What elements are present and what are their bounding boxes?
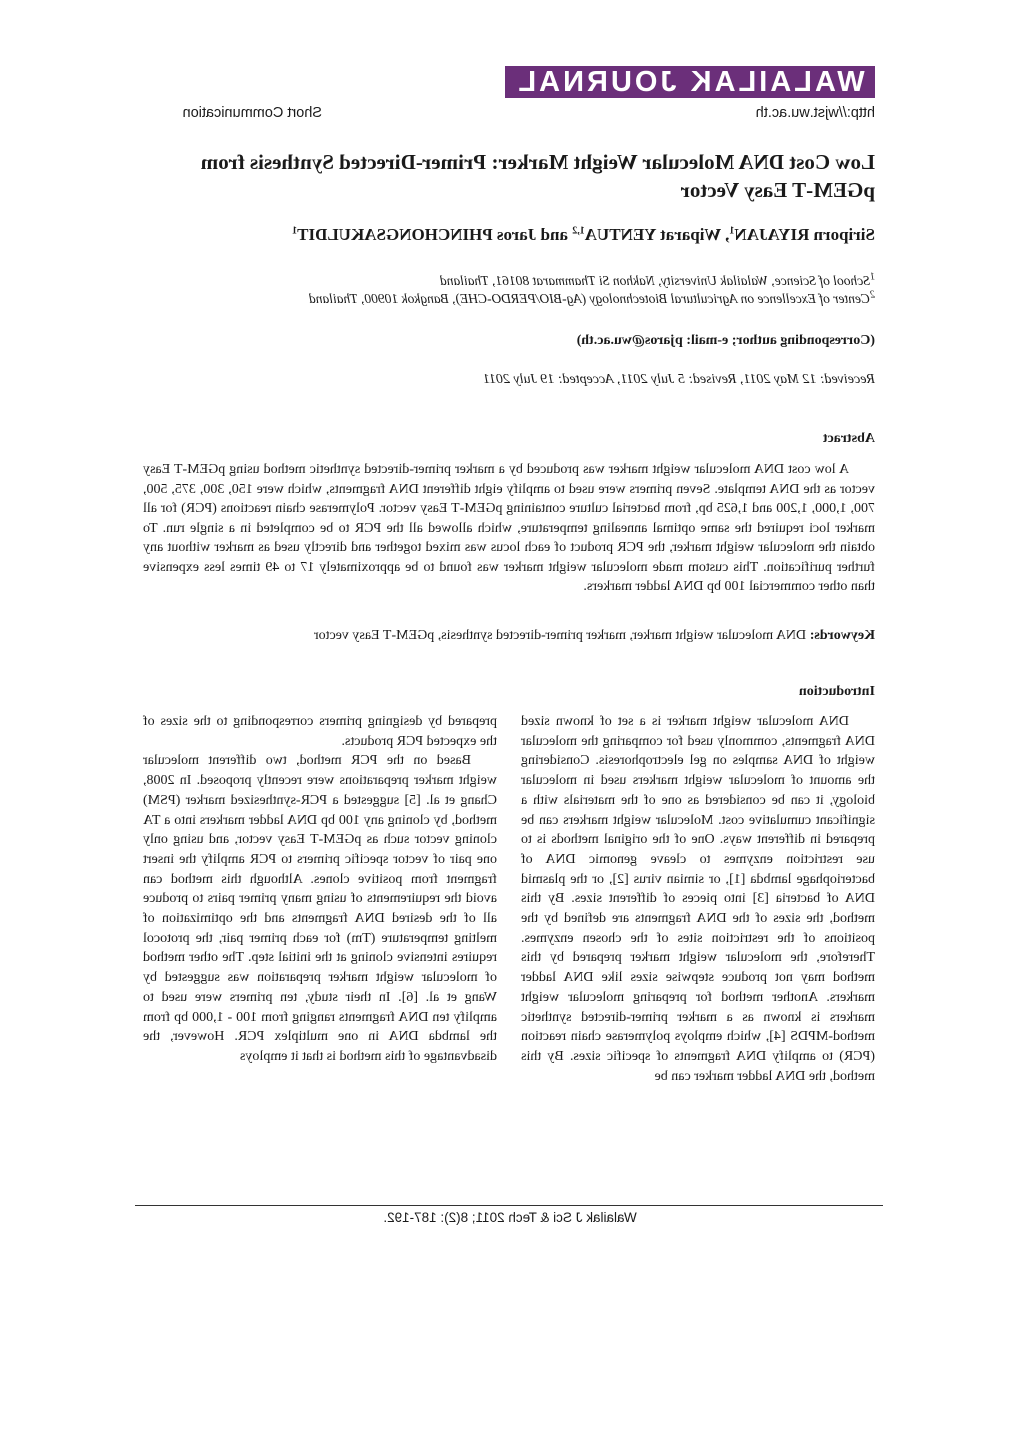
- corresponding-author: (Corresponding author; e-mail: pjaros@wu.ac.th): [576, 333, 875, 348]
- abstract-heading: Abstract: [822, 431, 875, 446]
- affil-text: Center of Excellence on Agricultural Biotechnology (Ag-BIO/PERDO-CHE), Bangkok 10900, Thailand: [309, 291, 870, 306]
- journal-banner: WALAILAK JOURNAL: [505, 66, 875, 98]
- affiliations: [309, 272, 875, 308]
- intro-column-1: [521, 712, 875, 1086]
- journal-url[interactable]: http://wjst.wu.ac.th: [755, 105, 875, 121]
- author-affil-sup: 1,2: [572, 225, 585, 237]
- article-type: Short Communication: [182, 105, 322, 121]
- author-separator: ,: [721, 225, 730, 244]
- author-name: Jaros PHINCHONGSAKULDIT: [297, 225, 537, 244]
- introduction-heading: Introduction: [799, 684, 875, 699]
- journal-footer: Walailak J Sci & Tech 2011; 8(2): 187-192.: [383, 1210, 637, 1225]
- author-list: [292, 225, 875, 245]
- intro-column-2: [143, 712, 497, 1067]
- author-affil-sup: 1: [729, 225, 735, 237]
- affiliation-2: [309, 290, 875, 308]
- author-affil-sup: 1: [292, 225, 298, 237]
- intro-paragraph: prepared by designing primers corresponding to the sizes of the expected PCR products.: [143, 714, 497, 749]
- affil-sup: 1: [870, 271, 875, 283]
- author-name: Wiparat YENTUA: [584, 225, 722, 244]
- author-separator: and: [536, 225, 573, 244]
- received-dates: Received: 12 May 2011, Revised: 5 July 2011, Accepted: 19 July 2011: [483, 372, 875, 387]
- author-name: Siriporn RIYAJAN: [734, 225, 875, 244]
- affil-text: School of Science, Walailak University, Nakhon Si Thammarat 80161, Thailand: [440, 273, 870, 288]
- affil-sup: 2: [870, 289, 875, 301]
- intro-paragraph: DNA molecular weight marker is a set of known sized DNA fragments, commonly used for comparing the molecular weight of DNA samples on gel electrophoresis. Considering the amount of molecular weight markers used in molecular biology, it can be considered as one of the materials with a significant cumulative cost. Molecular weight markers can be prepared in different ways. One of the original methods is to use restriction enzymes to cleave genomic DNA of bacteriophage lambda [1], or simian virus [2], or the plasmid DNA of bacteria [3] into pieces of different sizes. By this method, the sizes of the DNA fragments are defined by the positions of the restriction sites of the chosen enzymes. Therefore, the molecular weight marker prepared by this method may not produce stepwise sizes like DNA ladder markers. Another method for preparing molecular weight markers is known as a marker primer-directed synthetic method-MPDS [4], which employs polymerase chain reaction (PCR) to amplify DNA fragments of specific sizes. By this method, the DNA ladder marker can be: [521, 714, 875, 1084]
- abstract-text: A low cost DNA molecular weight marker was produced by a marker primer-directed synthetic method using pGEM-T Easy vector as the DNA template. Seven primers were used to amplify eight different DNA fragments, which were 150, 300, 375, 500, 700, 1,000, 1,200 and 1,625 bp, from bacterial culture containing pGEM-T Easy vector. Polymerase chain reactions (PCR) for all marker loci required the same optimal annealing temperature, which allowed all the PCR to be completed in a single run. To obtain the molecular weight marker, the PCR product of each locus was mixed together and directly used as marker without any further purification. This custom made molecular weight marker was found to be approximately 17 to 49 times less expensive than other commercial 100 bp DNA ladder markers.: [143, 462, 875, 594]
- keywords: [314, 628, 875, 644]
- affiliation-1: [309, 272, 875, 290]
- footer-rule: [135, 1205, 883, 1206]
- keywords-text: DNA molecular weight marker, marker primer-directed synthesis, pGEM-T Easy vector: [313, 628, 810, 643]
- intro-paragraph: Based on the PCR method, two different molecular weight marker preparations were recently proposed. In 2008, Chang et al. [5] suggested a PCR-synthesized marker (PSM) method, by cloning any 100 bp DNA ladder markers into a TA cloning vector such as pGEM-T Easy vector, and using only one pair of vector specific primers to PCR amplify the insert fragment from positive clones. Although this method can avoid the requirements of using many primer pairs to produce all of the desired DNA fragments and the optimization of melting temperature (Tm) for each primer pair, the protocol requires intensive cloning at the initial step. The other method of molecular weight marker preparation was suggested by Wang et al. [6]. In their study, ten primers were used to amplify ten DNA fragments ranging from 100 - 1,000 bp from the lambda DNA in one multiplex PCR. However, the disadvantage of this method is that it employs: [143, 753, 497, 1064]
- keywords-label: Keywords:: [809, 628, 875, 643]
- paper-title: Low Cost DNA Molecular Weight Marker: Primer-Directed Synthesis from pGEM-T Easy Vector: [200, 150, 875, 202]
